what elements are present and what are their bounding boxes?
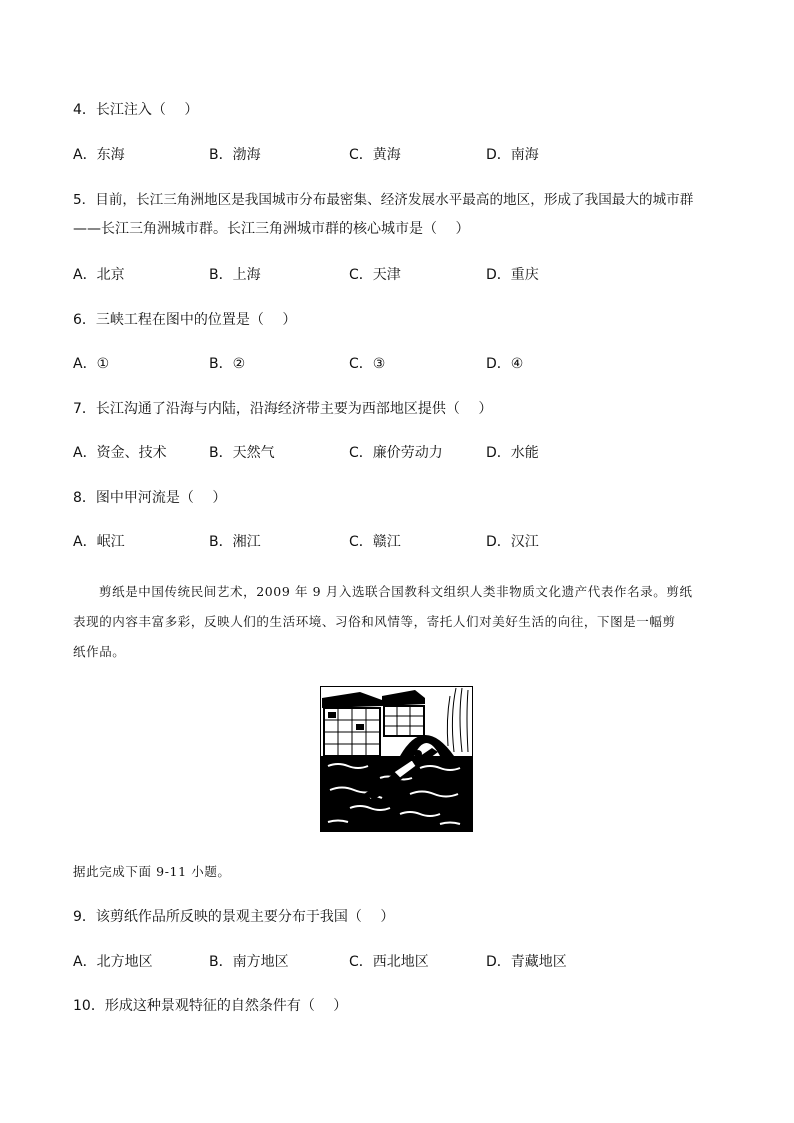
question-7-stem: 7．长江沟通了沿海与内陆，沿海经济带主要为西部地区提供（ ） [73, 401, 493, 417]
papercut-image-svg [320, 686, 473, 832]
papercut-water-town-image [320, 686, 473, 832]
question-8-option-b: B．湘江 [209, 534, 261, 550]
question-4-option-a: A．东海 [73, 147, 125, 163]
question-7-option-c: C．廉价劳动力 [349, 445, 443, 461]
question-8-stem: 8．图中甲河流是（ ） [73, 490, 227, 506]
passage-line-2: 表现的内容丰富多彩，反映人们的生活环境、习俗和风情等，寄托人们对美好生活的向往，下图是一幅剪 [73, 614, 676, 629]
question-9-option-d: D．青藏地区 [486, 954, 567, 970]
question-7-option-b: B．天然气 [209, 445, 275, 461]
question-6-stem: 6．三峡工程在图中的位置是（ ） [73, 312, 297, 328]
question-5-stem-line2: ——长江三角洲城市群。长江三角洲城市群的核心城市是（ ） [73, 221, 470, 237]
question-5-option-d: D．重庆 [486, 267, 539, 283]
question-9-stem: 9．该剪纸作品所反映的景观主要分布于我国（ ） [73, 909, 395, 925]
question-6-option-a: A．① [73, 356, 110, 372]
question-5-option-c: C．天津 [349, 267, 401, 283]
passage [73, 577, 723, 667]
question-5-option-b: B．上海 [209, 267, 261, 283]
passage-line-1: 剪纸是中国传统民间艺术，2009 年 9 月入选联合国教科文组织人类非物质文化遗产代表作名录。剪纸 [99, 584, 693, 599]
question-4-stem: 4．长江注入（ ） [73, 102, 199, 118]
question-7-option-d: D．水能 [486, 445, 539, 461]
question-6-option-c: C．③ [349, 356, 386, 372]
question-9-option-b: B．南方地区 [209, 954, 289, 970]
question-4-option-d: D．南海 [486, 147, 539, 163]
question-5-stem-line1: 5．目前，长江三角洲地区是我国城市分布最密集、经济发展水平最高的地区，形成了我国最大的城市群 [73, 192, 694, 208]
question-6-option-d: D．④ [486, 356, 524, 372]
instruction: 据此完成下面 9-11 小题。 [73, 864, 231, 879]
question-8-option-c: C．赣江 [349, 534, 401, 550]
question-6-option-b: B．② [209, 356, 246, 372]
question-9-option-a: A．北方地区 [73, 954, 153, 970]
question-9-option-c: C．西北地区 [349, 954, 429, 970]
question-8-option-a: A．岷江 [73, 534, 125, 550]
passage-line-3: 纸作品。 [73, 644, 126, 659]
question-7-option-a: A．资金、技术 [73, 445, 167, 461]
question-4-option-b: B．渤海 [209, 147, 261, 163]
question-10-stem: 10．形成这种景观特征的自然条件有（ ） [73, 998, 348, 1014]
question-8-option-d: D．汉江 [486, 534, 539, 550]
question-5-option-a: A．北京 [73, 267, 125, 283]
question-4-option-c: C．黄海 [349, 147, 401, 163]
